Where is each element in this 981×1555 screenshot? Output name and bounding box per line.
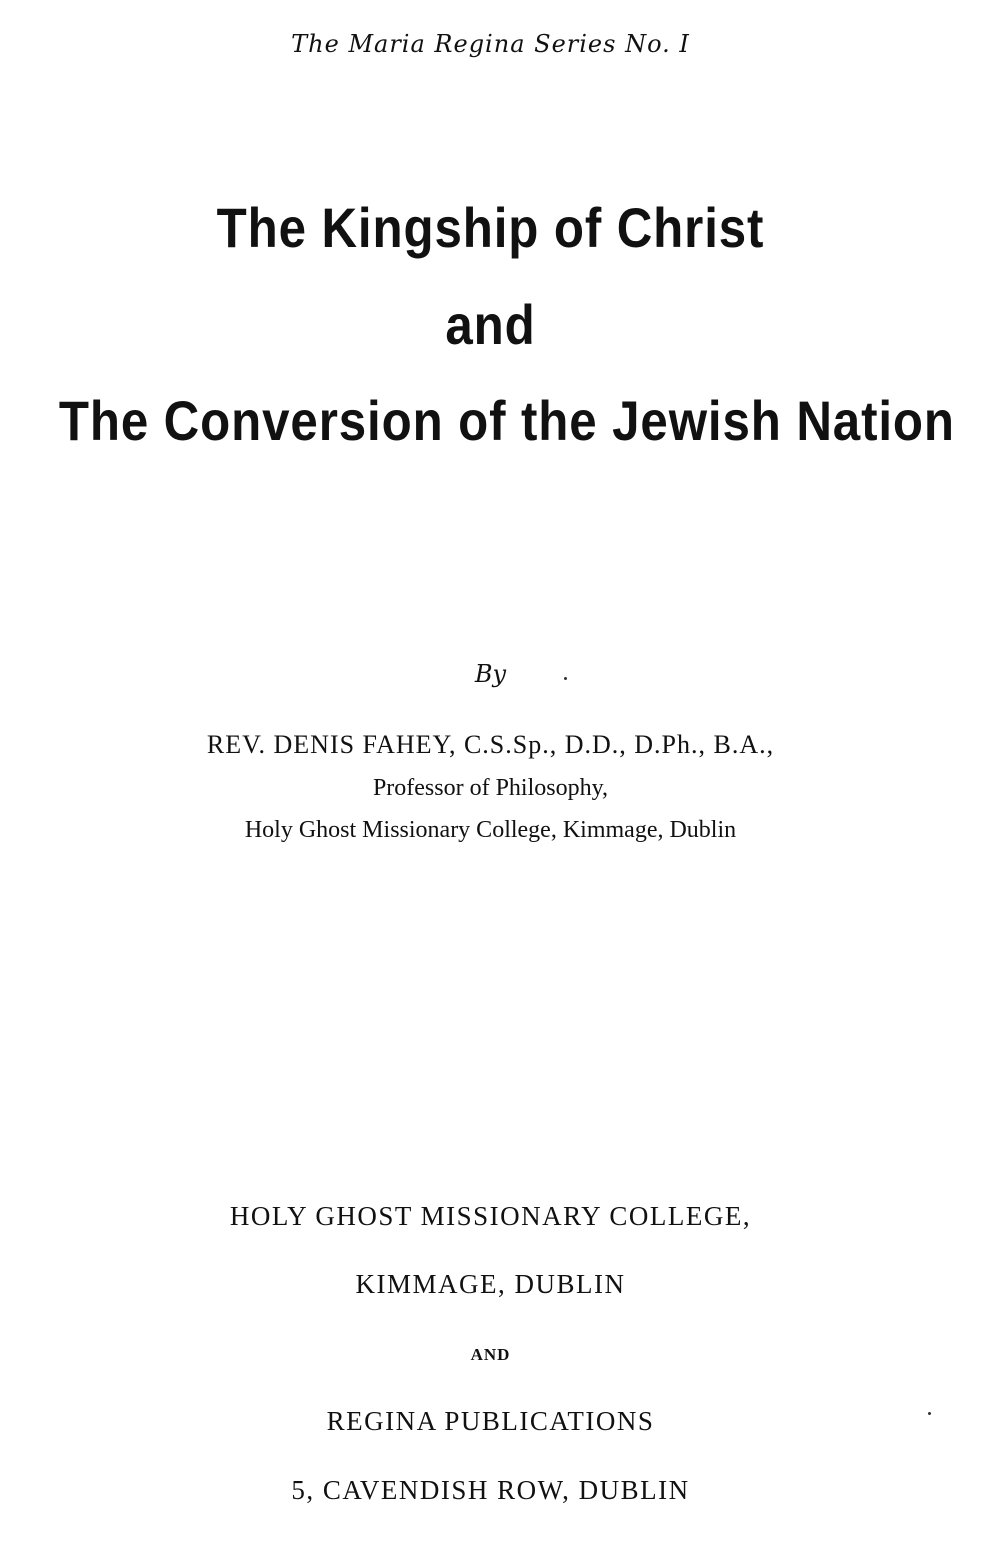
- title-line-1: The Kingship of Christ: [216, 196, 765, 259]
- author-name: REV. DENIS FAHEY, C.S.Sp., D.D., D.Ph., B.A.,: [206, 730, 775, 759]
- author-institution: Holy Ghost Missionary College, Kimmage, Dublin: [244, 817, 737, 843]
- print-speck: [564, 677, 567, 680]
- series-heading: The Maria Regina Series No. I: [291, 30, 690, 58]
- publisher-line-2: KIMMAGE, DUBLIN: [355, 1269, 626, 1299]
- publisher-line-1: HOLY GHOST MISSIONARY COLLEGE,: [229, 1201, 752, 1231]
- by-label: By: [474, 660, 507, 688]
- publisher-address: 5, CAVENDISH ROW, DUBLIN: [291, 1475, 690, 1505]
- title-line-2: and: [445, 293, 536, 356]
- author-position: Professor of Philosophy,: [372, 775, 609, 801]
- print-speck: [928, 1412, 931, 1415]
- publisher-line-4: REGINA PUBLICATIONS: [326, 1406, 655, 1436]
- publisher-conjunction: AND: [470, 1345, 511, 1364]
- title-line-3: The Conversion of the Jewish Nation: [58, 389, 955, 452]
